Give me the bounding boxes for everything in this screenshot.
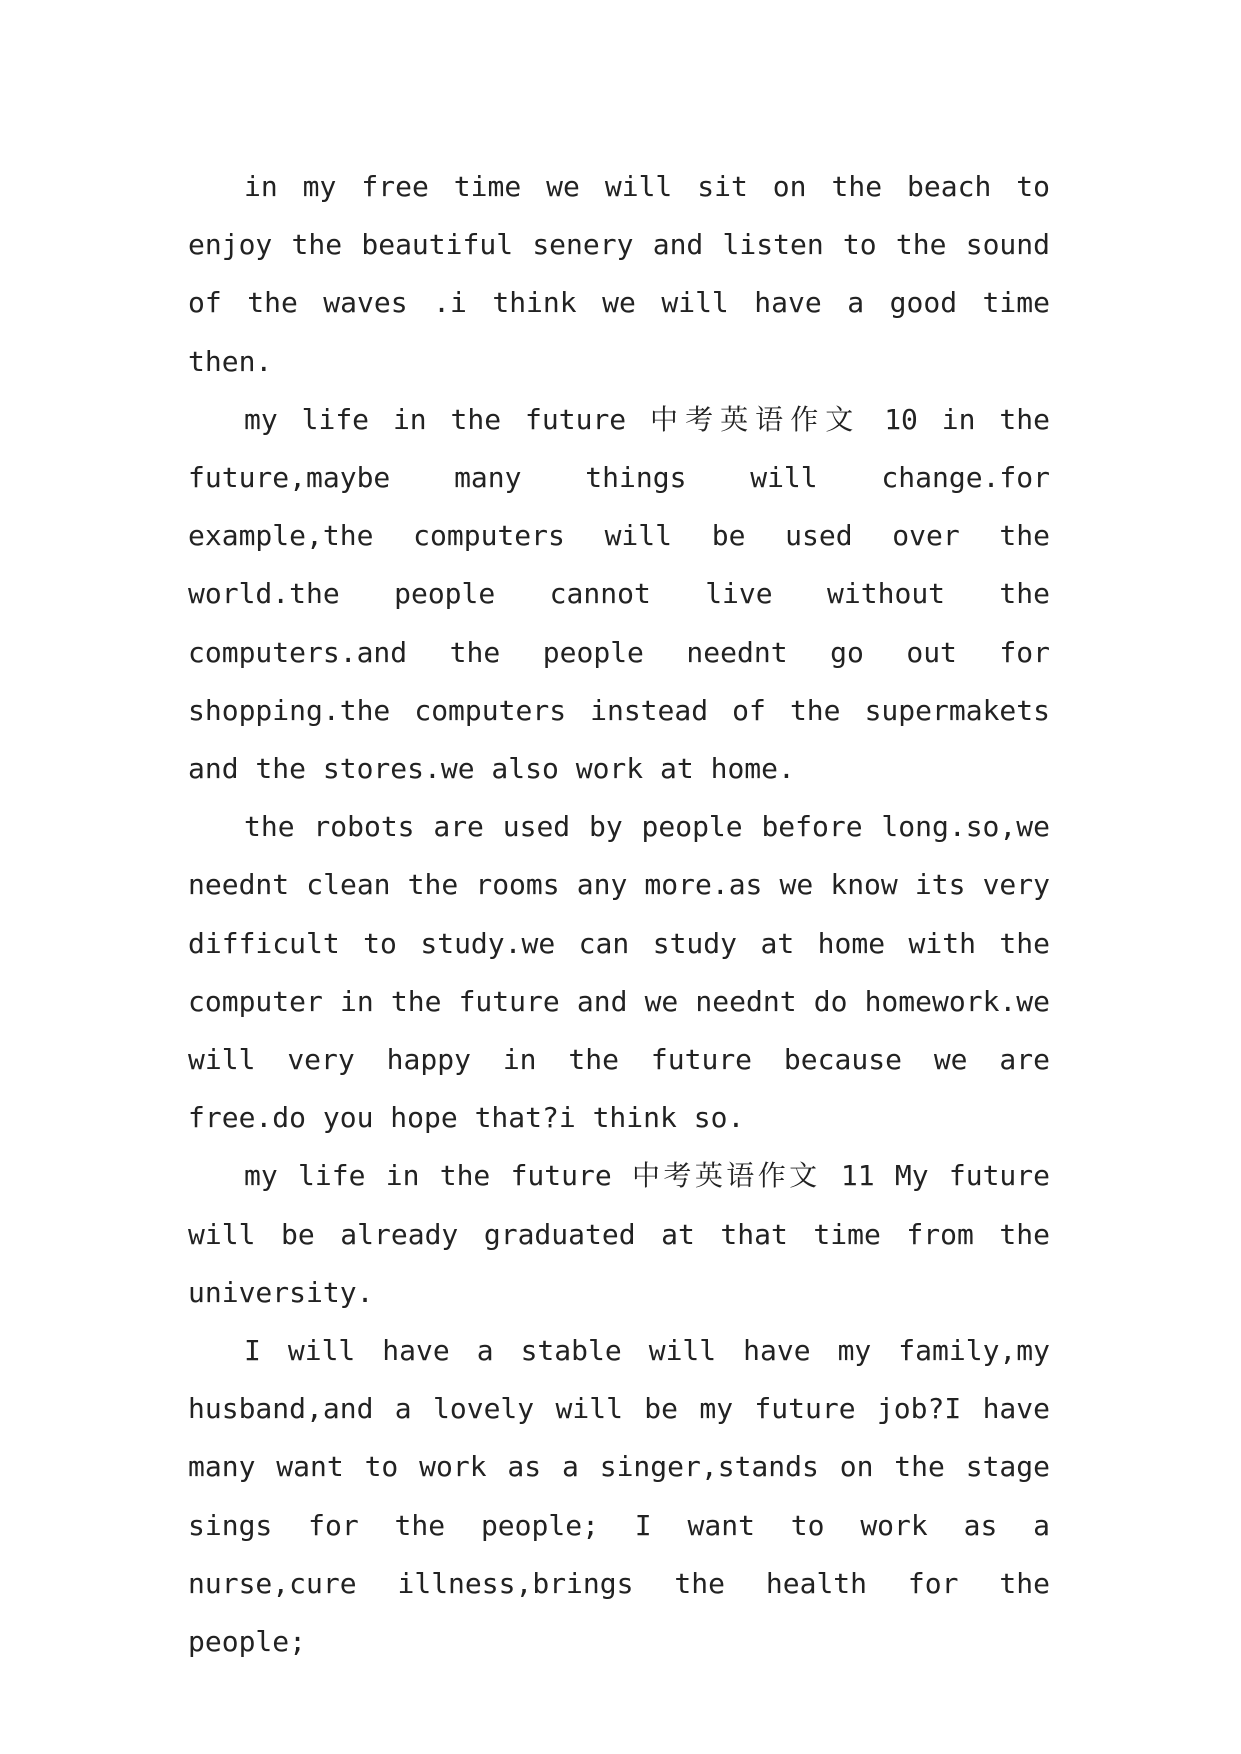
paragraph-essay-10: my life in the future 中考英语作文 10 in the future,maybe many things will change.for example,the computers will be used over the world.the people cannot live without the computers.and the people neednt go out for shopping.the computers instead of the supermakets and the stores.we also work at home. [188, 402, 1050, 786]
paragraph-beach: in my free time we will sit on the beach to enjoy the beautiful senery and listen to the sound of the waves .i think we will have a good time then. [188, 170, 1050, 378]
document-body [188, 158, 1050, 1671]
paragraph-essay-11: my life in the future 中考英语作文 11 My future will be already graduated at that time from the university. [188, 1159, 1050, 1309]
paragraph-robots: the robots are used by people before long.so,we neednt clean the rooms any more.as we know its very difficult to study.we can study at home with the computer in the future and we neednt do homework.we will very happy in the future because we are free.do you hope that?i think so. [188, 810, 1050, 1135]
paragraph-future-job: I will have a stable will have my family,my husband,and a lovely will be my future job?I have many want to work as a singer,stands on the stage sings for the people; I want to work as a nurse,cure illness,brings the health for the people; [188, 1334, 1050, 1659]
